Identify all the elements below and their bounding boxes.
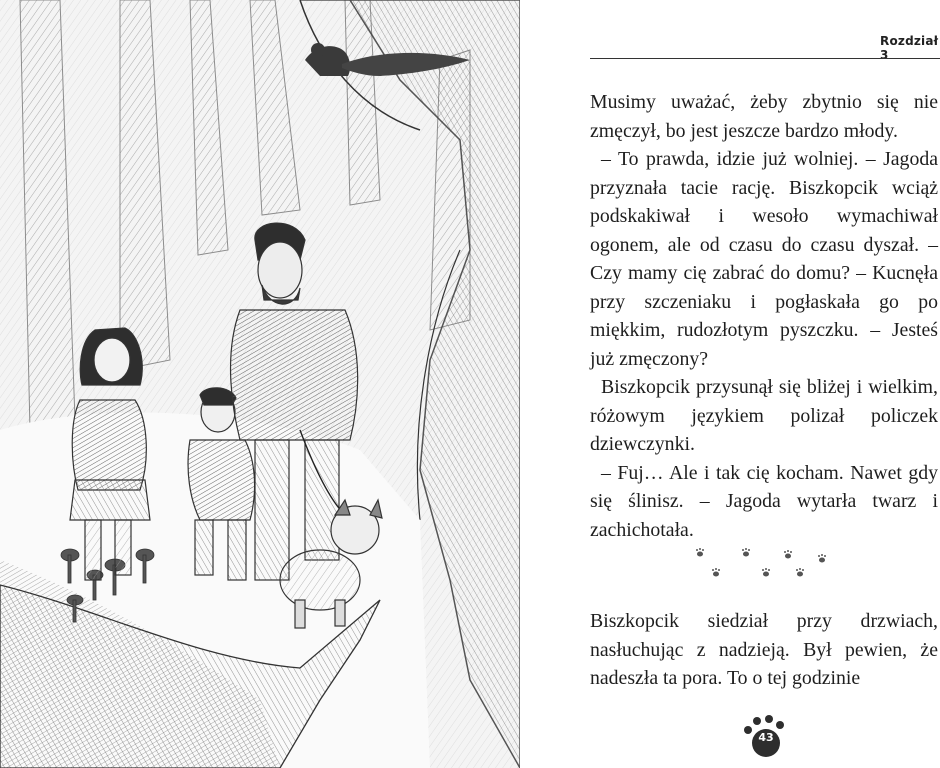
paw-print-divider bbox=[688, 542, 838, 582]
paw-print-icon bbox=[696, 548, 826, 577]
chapter-header: Rozdział 3 bbox=[880, 34, 939, 62]
header-divider bbox=[590, 58, 940, 59]
paragraph: Biszkopcik przysunął się bliżej i wielkim, różowym językiem polizał policzek dziewczynki. bbox=[590, 376, 938, 455]
paragraph: – To prawda, idzie już wolniej. – Jagoda przyznała tacie rację. Biszkopcik wciąż podskakiwał i wesoło wymachiwał ogonem, ale od czasu do czasu dyszał. – Czy mamy cię zabrać do domu? – Kucnęła przy szczeniaku i pogłaskała go po miękkim, rudozłotym pyszczku. – Jesteś już zmęczony? bbox=[590, 148, 938, 370]
story-text-bottom bbox=[590, 607, 938, 693]
page-number: 43 bbox=[758, 731, 774, 744]
paragraph: – Fuj… Ale i tak cię kocham. Nawet gdy się ślinisz. – Jagoda wytarła twarz i zachichotała. bbox=[590, 461, 938, 541]
paragraph: Biszkopcik siedział przy drzwiach, nasłuchując z nadzieją. Był pewien, że nadeszła ta pora. To o tej godzinie bbox=[590, 610, 938, 689]
story-text-top bbox=[590, 88, 938, 544]
paragraph: Musimy uważać, żeby zbytnio się nie zmęczył, bo jest jeszcze bardzo młody. bbox=[590, 91, 938, 142]
